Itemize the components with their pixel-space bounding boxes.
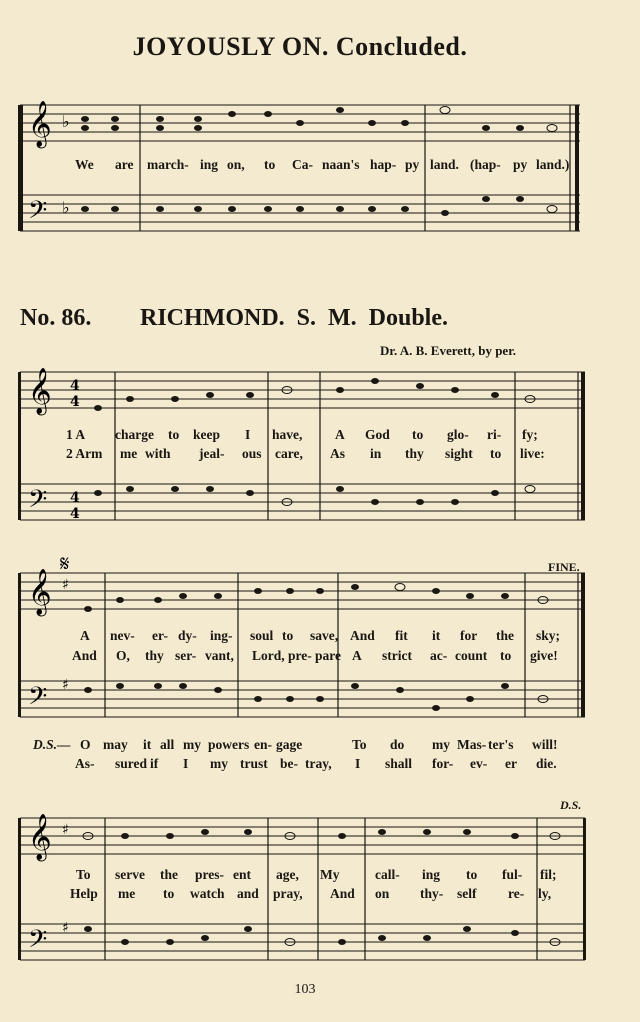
svg-text:♭: ♭ (62, 112, 70, 131)
lyric-syllable: the (496, 628, 514, 643)
lyric-syllable: re- (508, 886, 525, 901)
svg-text:𝄢: 𝄢 (28, 925, 48, 960)
lyric-syllable: 2 Arm (66, 446, 103, 461)
hymn-number: No. 86. (20, 305, 92, 331)
lyric-syllable: jeal- (199, 446, 225, 461)
lyric-syllable: thy (405, 446, 424, 461)
lyric-syllable: to (282, 628, 294, 643)
lyrics-system-3-verse-2 (0, 648, 600, 668)
lyric-syllable: glo- (447, 427, 469, 442)
ds-label: D.S.— (33, 737, 71, 752)
fine-marking: FINE. (548, 560, 580, 574)
lyric-syllable: We (75, 157, 94, 172)
lyric-syllable: to (264, 157, 276, 172)
lyric-syllable: age, (276, 867, 299, 882)
lyric-syllable: to (163, 886, 175, 901)
lyric-syllable: en- (254, 737, 272, 752)
lyrics-system-2-verse-2 (0, 446, 600, 466)
lyric-syllable: And (72, 648, 97, 663)
lyric-syllable: pare (315, 648, 341, 663)
lyric-syllable: land. (430, 157, 459, 172)
lyric-syllable: serve (115, 867, 145, 882)
lyric-syllable: with (145, 446, 171, 461)
lyric-syllable: ful- (502, 867, 523, 882)
lyric-syllable: thy- (420, 886, 444, 901)
lyric-syllable: naan's (322, 157, 360, 172)
hymn-title: RICHMOND. S. M. Double. (140, 305, 449, 331)
lyric-syllable: pre- (288, 648, 312, 663)
svg-text:4: 4 (70, 378, 80, 394)
lyric-syllable: for- (432, 756, 454, 771)
lyric-syllable: me (118, 886, 136, 901)
svg-text:♭: ♭ (62, 198, 70, 217)
svg-text:♯: ♯ (62, 577, 69, 593)
lyric-syllable: I (245, 427, 251, 442)
lyric-syllable: ri- (487, 427, 502, 442)
lyric-syllable: pray, (273, 886, 303, 901)
lyric-syllable: self (457, 886, 477, 901)
lyric-syllable: 1 A (66, 427, 86, 442)
lyric-syllable: on, (227, 157, 245, 172)
lyric-syllable: for (460, 628, 478, 643)
lyrics-system-2-verse-1 (0, 427, 600, 447)
lyric-syllable: fy; (522, 427, 538, 442)
lyric-syllable: pres- (195, 867, 224, 882)
lyric-syllable: God (365, 427, 390, 442)
lyric-syllable: ous (242, 446, 262, 461)
svg-text:𝄋: 𝄋 (60, 552, 70, 577)
lyric-syllable: ac- (430, 648, 448, 663)
ds-lyrics-verse-2 (0, 756, 600, 776)
lyric-syllable: trust (240, 756, 268, 771)
lyric-syllable: Ca- (292, 157, 313, 172)
lyric-syllable: call- (375, 867, 400, 882)
lyric-syllable: march- (147, 157, 189, 172)
svg-text:𝄞: 𝄞 (28, 814, 52, 860)
lyric-syllable: to (490, 446, 502, 461)
lyric-syllable: ser- (175, 648, 197, 663)
lyric-syllable: my (432, 737, 450, 752)
lyric-syllable: ev- (470, 756, 488, 771)
lyric-syllable: Help (70, 886, 98, 901)
lyric-syllable: To (76, 867, 91, 882)
lyric-syllable: will! (532, 737, 558, 752)
svg-text:𝄢: 𝄢 (28, 682, 48, 717)
lyric-syllable: ent (233, 867, 251, 882)
lyric-syllable: gage (276, 737, 303, 752)
lyric-syllable: all (160, 737, 175, 752)
lyric-syllable: py (405, 157, 420, 172)
lyric-syllable: my (210, 756, 228, 771)
svg-text:4: 4 (70, 506, 80, 522)
lyric-syllable: it (432, 628, 441, 643)
svg-text:♯: ♯ (62, 920, 69, 936)
svg-text:𝄞: 𝄞 (28, 101, 52, 147)
lyric-syllable: sured (115, 756, 148, 771)
lyric-syllable: A (352, 648, 362, 663)
lyric-syllable: A (335, 427, 345, 442)
svg-text:4: 4 (70, 394, 80, 410)
lyric-syllable: to (466, 867, 478, 882)
lyric-syllable: keep (193, 427, 220, 442)
lyric-syllable: soul (250, 628, 274, 643)
lyrics-system-3-verse-1 (0, 628, 600, 648)
lyric-syllable: And (350, 628, 375, 643)
lyric-syllable: ing- (210, 628, 233, 643)
page-number: 103 (294, 982, 316, 997)
svg-text:𝄢: 𝄢 (28, 485, 48, 520)
lyric-syllable: strict (382, 648, 412, 663)
lyric-syllable: do (390, 737, 405, 752)
lyric-syllable: be- (280, 756, 298, 771)
ds-lyrics-verse-1 (0, 737, 600, 757)
lyric-syllable: in (370, 446, 382, 461)
lyric-syllable: care, (275, 446, 303, 461)
lyric-syllable: Mas- (457, 737, 487, 752)
lyric-syllable: to (168, 427, 180, 442)
lyric-syllable: ly, (538, 886, 552, 901)
lyric-syllable: are (115, 157, 134, 172)
lyric-syllable: count (455, 648, 488, 663)
lyric-syllable: And (330, 886, 355, 901)
lyric-syllable: hap- (370, 157, 397, 172)
lyric-syllable: As- (75, 756, 95, 771)
lyric-syllable: ing (422, 867, 441, 882)
lyric-syllable: My (320, 867, 340, 882)
ds-marking: D.S. (560, 798, 582, 812)
lyric-syllable: watch (190, 886, 225, 901)
lyric-syllable: may (103, 737, 128, 752)
lyric-syllable: As (330, 446, 346, 461)
lyric-syllable: fil; (540, 867, 557, 882)
composer-credit: Dr. A. B. Everett, by per. (380, 343, 517, 358)
lyric-syllable: have, (272, 427, 303, 442)
lyric-syllable: I (183, 756, 189, 771)
lyric-syllable: A (80, 628, 90, 643)
lyric-syllable: py (513, 157, 528, 172)
lyric-syllable: er- (152, 628, 168, 643)
lyric-syllable: if (150, 756, 159, 771)
lyric-syllable: save, (310, 628, 339, 643)
lyric-syllable: on (375, 886, 390, 901)
lyric-syllable: my (183, 737, 201, 752)
lyric-syllable: er (505, 756, 517, 771)
lyric-syllable: shall (385, 756, 413, 771)
svg-text:𝄢: 𝄢 (28, 196, 48, 231)
lyric-syllable: die. (536, 756, 557, 771)
lyric-syllable: thy (145, 648, 164, 663)
lyric-syllable: ing (200, 157, 219, 172)
svg-text:𝄞: 𝄞 (28, 368, 52, 414)
lyric-syllable: fit (395, 628, 408, 643)
lyric-syllable: charge (115, 427, 154, 442)
svg-text:♯: ♯ (62, 822, 69, 838)
lyric-syllable: it (143, 737, 152, 752)
lyric-syllable: land.) (536, 157, 570, 172)
lyrics-system-4-verse-1 (0, 867, 600, 887)
lyric-syllable: (hap- (470, 157, 501, 172)
lyric-syllable: ter's (488, 737, 514, 752)
svg-text:♯: ♯ (62, 677, 69, 693)
lyrics-system-4-verse-2 (0, 886, 600, 906)
lyric-syllable: O, (116, 648, 130, 663)
lyric-syllable: To (352, 737, 367, 752)
svg-text:𝄞: 𝄞 (28, 569, 52, 615)
lyric-syllable: sight (445, 446, 473, 461)
lyric-syllable: Lord, (252, 648, 285, 663)
lyric-syllable: live: (520, 446, 545, 461)
lyrics-system-1 (0, 157, 600, 177)
lyric-syllable: to (412, 427, 424, 442)
lyric-syllable: the (160, 867, 178, 882)
lyric-syllable: me (120, 446, 138, 461)
lyric-syllable: tray, (305, 756, 332, 771)
lyric-syllable: powers (208, 737, 250, 752)
svg-text:4: 4 (70, 490, 80, 506)
lyric-syllable: and (237, 886, 259, 901)
lyric-syllable: to (500, 648, 512, 663)
lyric-syllable: O (80, 737, 91, 752)
lyric-syllable: dy- (178, 628, 197, 643)
lyric-syllable: I (355, 756, 361, 771)
lyric-syllable: give! (530, 648, 558, 663)
page-title: JOYOUSLY ON. Concluded. (132, 32, 468, 61)
lyric-syllable: nev- (110, 628, 135, 643)
lyric-syllable: sky; (536, 628, 561, 643)
lyric-syllable: vant, (205, 648, 234, 663)
